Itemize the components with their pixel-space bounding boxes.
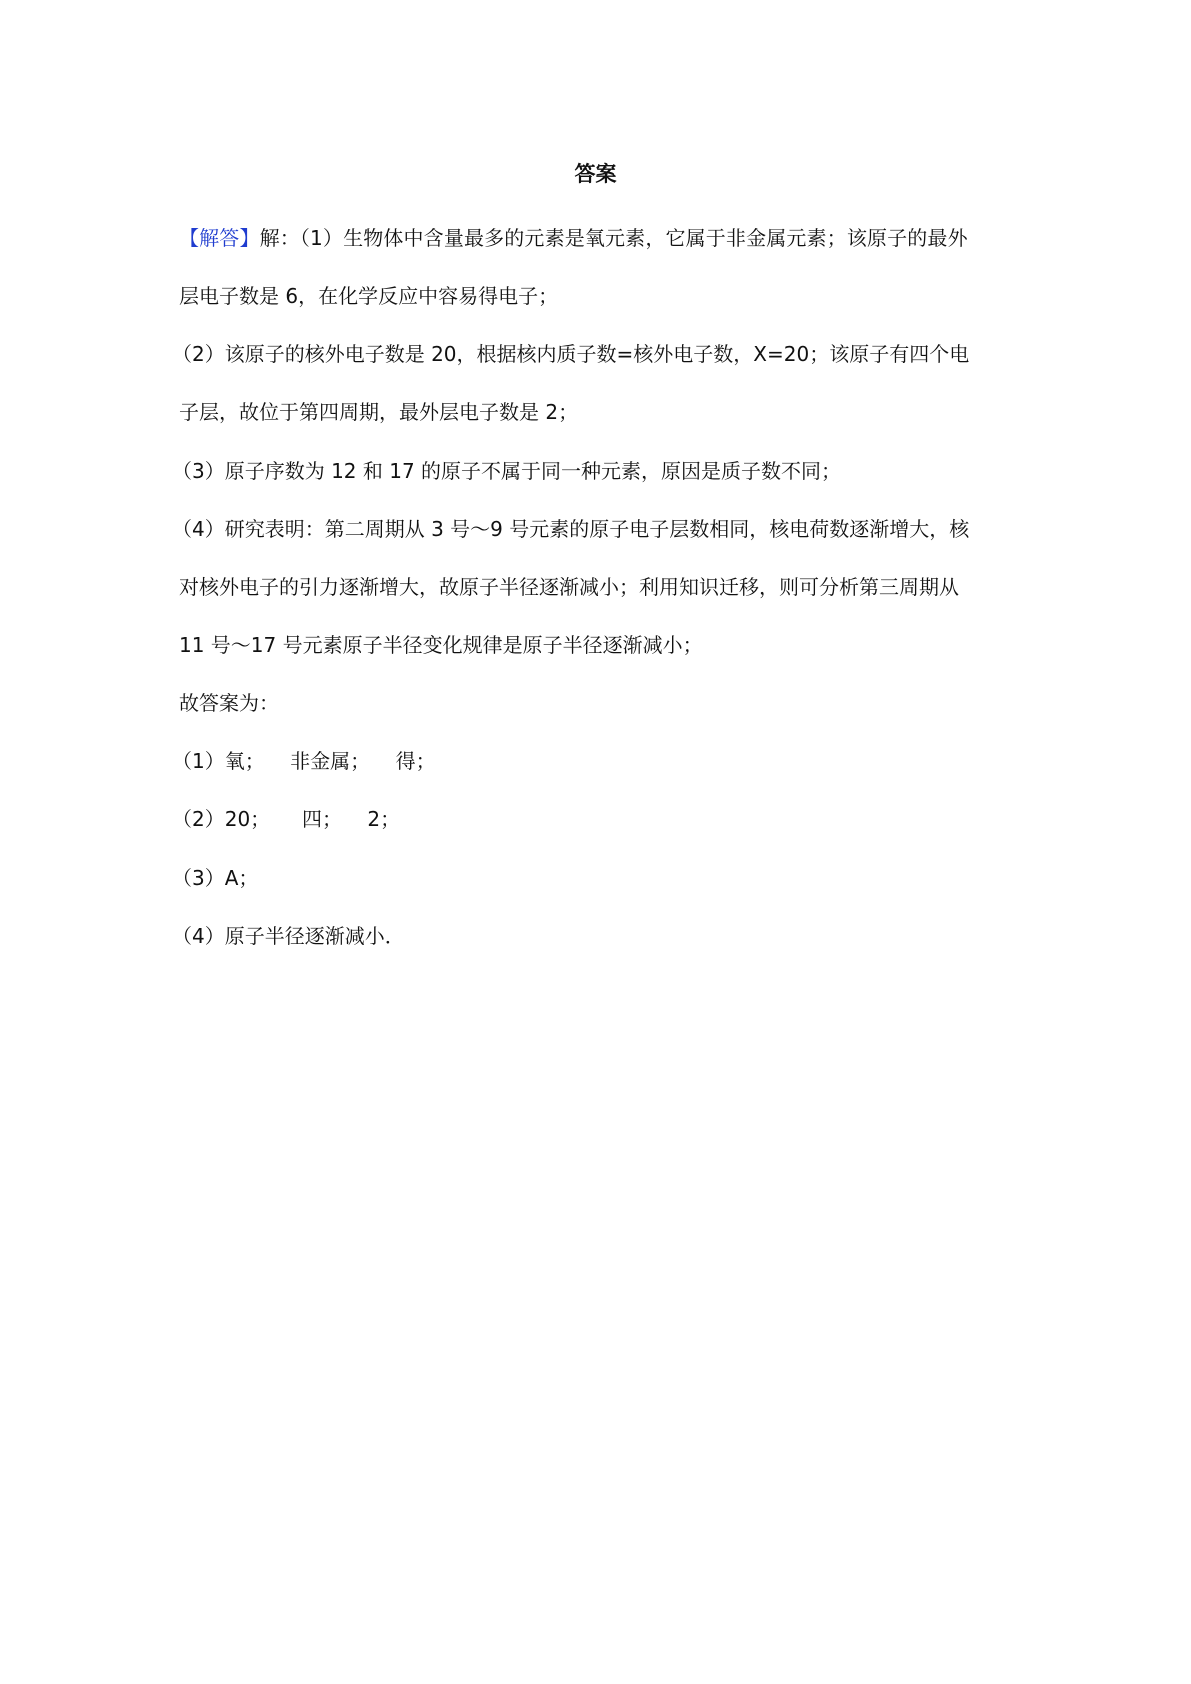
page-title: 答案 — [574, 162, 617, 186]
answer-line-5: （3）原子序数为 12 和 17 的原子不属于同一种元素，原因是质子数不同； — [172, 459, 842, 483]
answer-summary-2: （2）20； 四； 2； — [172, 807, 401, 831]
answer-summary-4: （4）原子半径逐渐减小． — [172, 924, 405, 948]
answer-line-7: 对核外电子的引力逐渐增大，故原子半径逐渐减小；利用知识迁移，则可分析第三周期从 — [179, 575, 959, 599]
answer-line-1 — [179, 222, 1019, 254]
answer-line-3: （2）该原子的核外电子数是 20，根据核内质子数=核外电子数，X=20；该原子有四个电 — [172, 342, 970, 366]
answer-summary-1: （1）氧； 非金属； 得； — [172, 749, 436, 773]
answer-line-4: 子层，故位于第四周期，最外层电子数是 2； — [179, 400, 579, 424]
answer-line-6: （4）研究表明：第二周期从 3 号～9 号元素的原子电子层数相同，核电荷数逐渐增大，核 — [172, 517, 970, 541]
answer-summary-3: （3）A； — [172, 866, 259, 890]
answer-line-2: 层电子数是 6，在化学反应中容易得电子； — [179, 284, 559, 308]
answer-line-1-text: 解：（1）生物体中含量最多的元素是氧元素，它属于非金属元素；该原子的最外 — [259, 226, 968, 250]
answer-tag: 【解答】 — [179, 226, 260, 250]
answer-summary-label: 故答案为： — [179, 691, 279, 715]
answer-line-8: 11 号～17 号元素原子半径变化规律是原子半径逐渐减小； — [179, 633, 703, 657]
